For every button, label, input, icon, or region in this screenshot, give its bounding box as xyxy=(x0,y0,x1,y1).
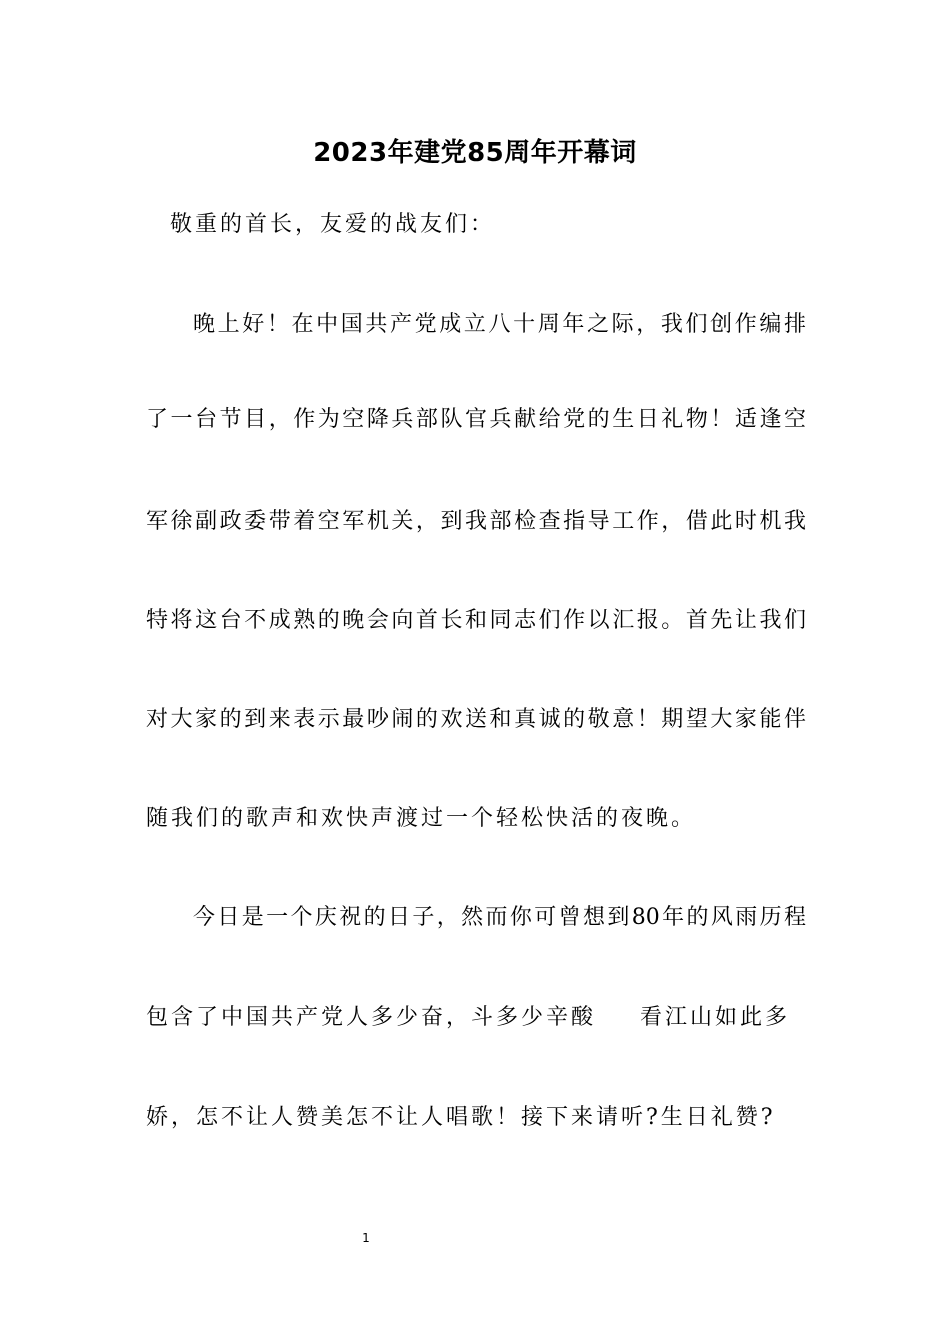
paragraph-line: 特将这台不成熟的晚会向首长和同志们作以汇报。首先让我们 xyxy=(146,608,806,633)
salutation: 敬重的首长，友爱的战友们： xyxy=(170,212,496,237)
paragraph-line: 了一台节目，作为空降兵部队官兵献给党的生日礼物！适逢空 xyxy=(146,407,806,432)
document-title: 2023年建党85周年开幕词 xyxy=(313,138,637,168)
page-number: 1 xyxy=(362,1231,370,1245)
paragraph-line xyxy=(146,1000,806,1036)
paragraph-line: 军徐副政委带着空军机关，到我部检查指导工作，借此时机我 xyxy=(146,509,806,534)
paragraph-line-segment: 看江山如此多 xyxy=(640,1005,791,1030)
paragraph-line: 今日是一个庆祝的日子，然而你可曾想到80年的风雨历程 xyxy=(193,905,806,930)
paragraph-line: 娇，怎不让人赞美怎不让人唱歌！接下来请听?生日礼赞? xyxy=(146,1105,776,1130)
paragraph-line: 随我们的歌声和欢快声渡过一个轻松快活的夜晚。 xyxy=(146,806,697,831)
paragraph-line-segment: 包含了中国共产党人多少奋，斗多少辛酸 xyxy=(146,1005,597,1030)
paragraph-line: 对大家的到来表示最吵闹的欢送和真诚的敬意！期望大家能伴 xyxy=(146,707,806,732)
paragraph-line: 晚上好！在中国共产党成立八十周年之际，我们创作编排 xyxy=(193,312,806,337)
